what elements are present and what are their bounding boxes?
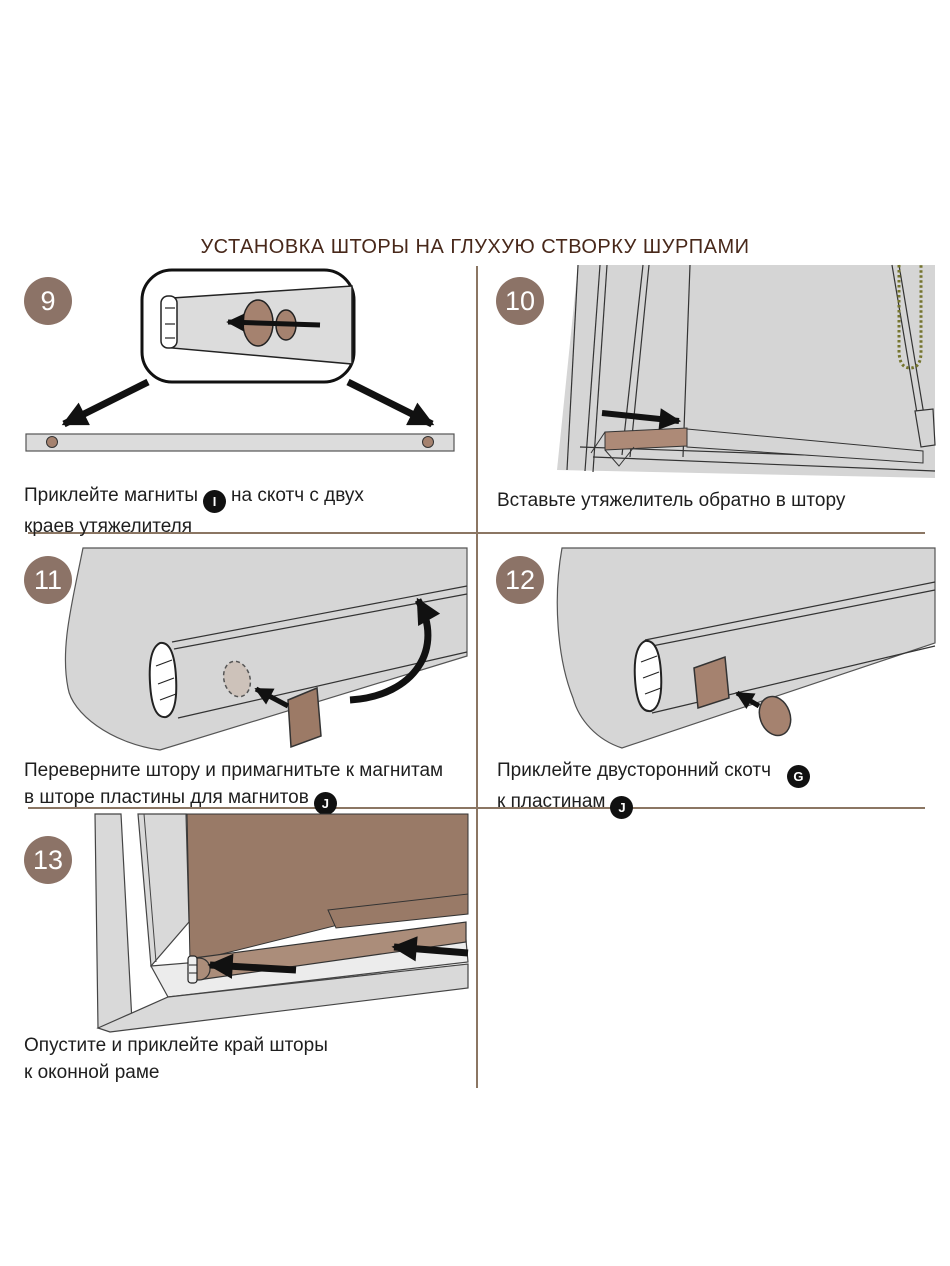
step-number: 13 (32, 844, 64, 875)
step-number: 10 (504, 285, 536, 316)
bar-end-cap (161, 296, 177, 348)
caption-line: Вставьте утяжелитель обратно в штору (497, 490, 846, 511)
step11-illustration (20, 548, 467, 755)
caption-text: Приклейте магниты (24, 485, 198, 506)
step-number: 11 (33, 564, 63, 595)
caption-line (497, 788, 815, 819)
arrow-left-icon (228, 322, 320, 325)
magnet-dot-right (423, 437, 434, 448)
weight-bar (26, 434, 454, 451)
caption-text: Приклейте двусторонний скотч (497, 760, 771, 781)
letter-badge-j: J (314, 792, 337, 815)
caption-line: краев утяжелителя (24, 516, 193, 537)
step12-illustration (497, 548, 935, 755)
letter-badge-i: I (203, 490, 226, 513)
caption-step-11 (24, 757, 443, 815)
caption-line (497, 757, 815, 788)
curtain-corner (65, 548, 467, 750)
roll-end-cap (188, 956, 197, 983)
caption-text: на скотч с двух (231, 485, 364, 506)
step-number: 9 (40, 285, 56, 316)
step13-illustration (18, 814, 468, 1032)
arrow-left-inner-icon (210, 965, 296, 970)
step-number: 12 (504, 564, 536, 595)
caption-line (24, 482, 364, 513)
arrow-to-left-end-icon (64, 382, 148, 424)
caption-step-9 (24, 482, 364, 540)
letter-badge-j: J (610, 796, 633, 819)
bar-end-cap (150, 643, 177, 717)
curtain-corner (557, 548, 935, 748)
arrow-to-right-end-icon (348, 382, 432, 424)
page-title: УСТАНОВКА ШТОРЫ НА ГЛУХУЮ СТВОРКУ ШУРПАМИ (200, 236, 750, 258)
caption-text: в шторе пластины для магнитов (24, 787, 309, 808)
caption-line: Опустите и приклейте край шторы (24, 1035, 328, 1056)
magnet-dot-left (47, 437, 58, 448)
letter-badge-g: G (787, 765, 810, 788)
caption-text: к пластинам (497, 791, 606, 812)
caption-step-12 (497, 757, 815, 819)
divider-vertical (476, 266, 478, 1088)
step9-illustration (20, 268, 460, 482)
caption-step-10 (497, 487, 845, 514)
caption-line: Переверните штору и примагнитьте к магнитам (24, 760, 444, 781)
step10-illustration (497, 265, 935, 478)
zoom-detail-box (142, 270, 354, 382)
caption-line (24, 784, 443, 815)
caption-step-13 (24, 1032, 328, 1086)
caption-line: к оконной раме (24, 1062, 160, 1083)
